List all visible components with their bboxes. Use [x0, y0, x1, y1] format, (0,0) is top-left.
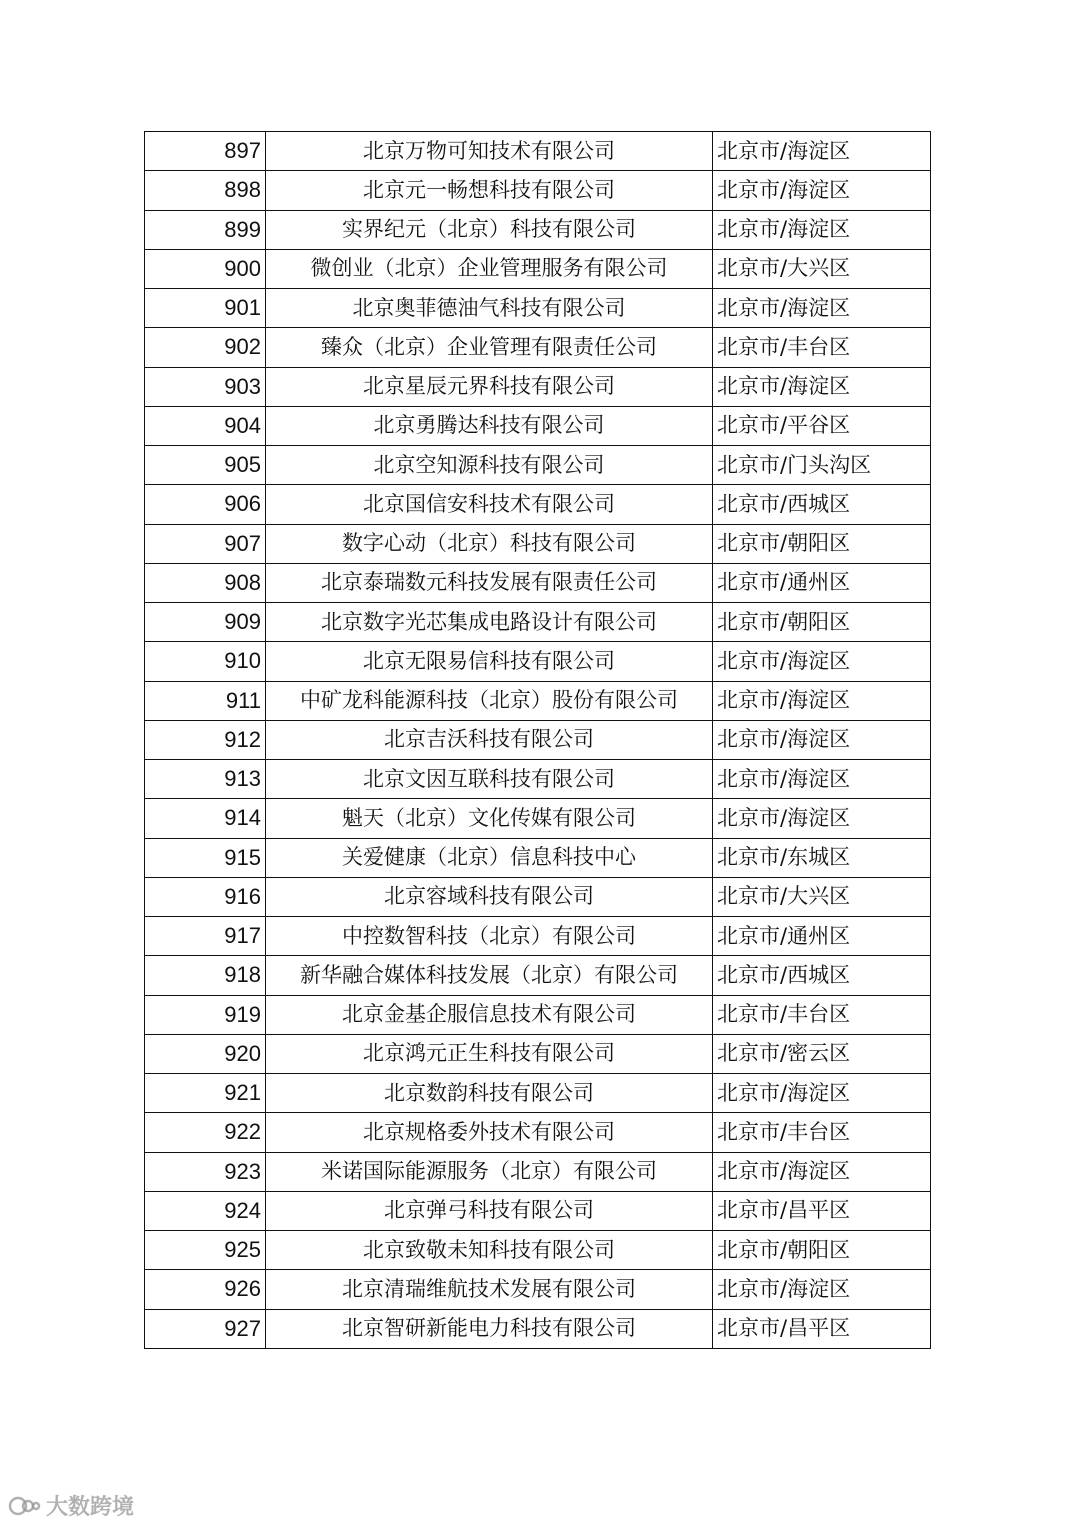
table-row	[145, 603, 931, 642]
row-number: 897	[145, 132, 266, 171]
company-name: 米诺国际能源服务（北京）有限公司	[266, 1152, 713, 1191]
company-location: 北京市/大兴区	[713, 877, 931, 916]
company-name: 新华融合媒体科技发展（北京）有限公司	[266, 956, 713, 995]
company-name: 北京奥菲德油气科技有限公司	[266, 289, 713, 328]
company-name: 微创业（北京）企业管理服务有限公司	[266, 249, 713, 288]
row-number: 916	[145, 877, 266, 916]
company-location: 北京市/大兴区	[713, 249, 931, 288]
company-location: 北京市/平谷区	[713, 406, 931, 445]
table-row	[145, 563, 931, 602]
company-name: 中矿龙科能源科技（北京）股份有限公司	[266, 681, 713, 720]
table-row	[145, 1113, 931, 1152]
company-name: 关爱健康（北京）信息科技中心	[266, 838, 713, 877]
table-row	[145, 760, 931, 799]
watermark-text: 大数跨境	[46, 1495, 135, 1520]
company-name: 北京清瑞维航技术发展有限公司	[266, 1270, 713, 1309]
table-row	[145, 877, 931, 916]
company-location: 北京市/海淀区	[713, 681, 931, 720]
company-name: 北京吉沃科技有限公司	[266, 720, 713, 759]
company-name: 北京弹弓科技有限公司	[266, 1191, 713, 1230]
table-row	[145, 642, 931, 681]
table-row	[145, 1270, 931, 1309]
company-name: 北京数字光芯集成电路设计有限公司	[266, 603, 713, 642]
watermark	[8, 1490, 134, 1521]
row-number: 903	[145, 367, 266, 406]
company-name: 北京容域科技有限公司	[266, 877, 713, 916]
table-row	[145, 210, 931, 249]
row-number: 913	[145, 760, 266, 799]
company-location: 北京市/海淀区	[713, 210, 931, 249]
table-row	[145, 1152, 931, 1191]
company-location: 北京市/丰台区	[713, 1113, 931, 1152]
table-row	[145, 1074, 931, 1113]
row-number: 904	[145, 406, 266, 445]
company-name: 北京万物可知技术有限公司	[266, 132, 713, 171]
company-location: 北京市/朝阳区	[713, 524, 931, 563]
row-number: 910	[145, 642, 266, 681]
company-location: 北京市/海淀区	[713, 367, 931, 406]
row-number: 899	[145, 210, 266, 249]
company-location: 北京市/海淀区	[713, 720, 931, 759]
row-number: 921	[145, 1074, 266, 1113]
company-table	[144, 131, 931, 1349]
company-name: 魁天（北京）文化传媒有限公司	[266, 799, 713, 838]
table-row	[145, 720, 931, 759]
company-name: 北京无限易信科技有限公司	[266, 642, 713, 681]
row-number: 926	[145, 1270, 266, 1309]
company-name: 数字心动（北京）科技有限公司	[266, 524, 713, 563]
company-name: 北京智研新能电力科技有限公司	[266, 1309, 713, 1348]
row-number: 900	[145, 249, 266, 288]
company-location: 北京市/通州区	[713, 917, 931, 956]
company-location: 北京市/东城区	[713, 838, 931, 877]
company-location: 北京市/海淀区	[713, 289, 931, 328]
row-number: 924	[145, 1191, 266, 1230]
table-row	[145, 995, 931, 1034]
company-location: 北京市/丰台区	[713, 328, 931, 367]
company-location: 北京市/海淀区	[713, 1270, 931, 1309]
table-row	[145, 328, 931, 367]
company-name: 北京规格委外技术有限公司	[266, 1113, 713, 1152]
table-row	[145, 132, 931, 171]
row-number: 917	[145, 917, 266, 956]
company-name: 北京致敬未知科技有限公司	[266, 1231, 713, 1270]
table-row	[145, 1034, 931, 1073]
row-number: 915	[145, 838, 266, 877]
table-row	[145, 485, 931, 524]
company-name: 北京数韵科技有限公司	[266, 1074, 713, 1113]
table-row	[145, 171, 931, 210]
table-row	[145, 917, 931, 956]
table-row	[145, 367, 931, 406]
table-row	[145, 524, 931, 563]
row-number: 914	[145, 799, 266, 838]
company-name: 北京空知源科技有限公司	[266, 446, 713, 485]
company-location: 北京市/海淀区	[713, 132, 931, 171]
row-number: 919	[145, 995, 266, 1034]
company-location: 北京市/密云区	[713, 1034, 931, 1073]
table-row	[145, 681, 931, 720]
row-number: 906	[145, 485, 266, 524]
company-name: 北京泰瑞数元科技发展有限责任公司	[266, 563, 713, 602]
row-number: 902	[145, 328, 266, 367]
company-location: 北京市/海淀区	[713, 760, 931, 799]
table-row	[145, 446, 931, 485]
row-number: 923	[145, 1152, 266, 1191]
row-number: 901	[145, 289, 266, 328]
company-location: 北京市/海淀区	[713, 799, 931, 838]
table-row	[145, 1191, 931, 1230]
row-number: 909	[145, 603, 266, 642]
company-name: 北京勇腾达科技有限公司	[266, 406, 713, 445]
company-location: 北京市/丰台区	[713, 995, 931, 1034]
row-number: 912	[145, 720, 266, 759]
table-row	[145, 1309, 931, 1348]
row-number: 905	[145, 446, 266, 485]
company-name: 北京国信安科技术有限公司	[266, 485, 713, 524]
row-number: 925	[145, 1231, 266, 1270]
table-row	[145, 249, 931, 288]
row-number: 898	[145, 171, 266, 210]
row-number: 907	[145, 524, 266, 563]
company-location: 北京市/海淀区	[713, 642, 931, 681]
company-location: 北京市/海淀区	[713, 171, 931, 210]
table-row	[145, 799, 931, 838]
company-location: 北京市/朝阳区	[713, 1231, 931, 1270]
company-name: 北京星辰元界科技有限公司	[266, 367, 713, 406]
company-location: 北京市/海淀区	[713, 1074, 931, 1113]
logo-icon	[8, 1494, 42, 1518]
company-name: 北京文因互联科技有限公司	[266, 760, 713, 799]
row-number: 922	[145, 1113, 266, 1152]
company-location: 北京市/西城区	[713, 956, 931, 995]
table-row	[145, 406, 931, 445]
company-location: 北京市/昌平区	[713, 1191, 931, 1230]
company-location: 北京市/朝阳区	[713, 603, 931, 642]
row-number: 911	[145, 681, 266, 720]
company-location: 北京市/西城区	[713, 485, 931, 524]
table-row	[145, 289, 931, 328]
company-name: 实界纪元（北京）科技有限公司	[266, 210, 713, 249]
row-number: 908	[145, 563, 266, 602]
company-location: 北京市/门头沟区	[713, 446, 931, 485]
company-name: 北京元一畅想科技有限公司	[266, 171, 713, 210]
company-location: 北京市/昌平区	[713, 1309, 931, 1348]
row-number: 918	[145, 956, 266, 995]
company-name: 臻众（北京）企业管理有限责任公司	[266, 328, 713, 367]
company-location: 北京市/通州区	[713, 563, 931, 602]
company-name: 北京鸿元正生科技有限公司	[266, 1034, 713, 1073]
table-row	[145, 838, 931, 877]
table-row	[145, 1231, 931, 1270]
row-number: 920	[145, 1034, 266, 1073]
table-body	[145, 132, 931, 1349]
row-number: 927	[145, 1309, 266, 1348]
company-name: 中控数智科技（北京）有限公司	[266, 917, 713, 956]
table-row	[145, 956, 931, 995]
company-location: 北京市/海淀区	[713, 1152, 931, 1191]
company-name: 北京金基企服信息技术有限公司	[266, 995, 713, 1034]
